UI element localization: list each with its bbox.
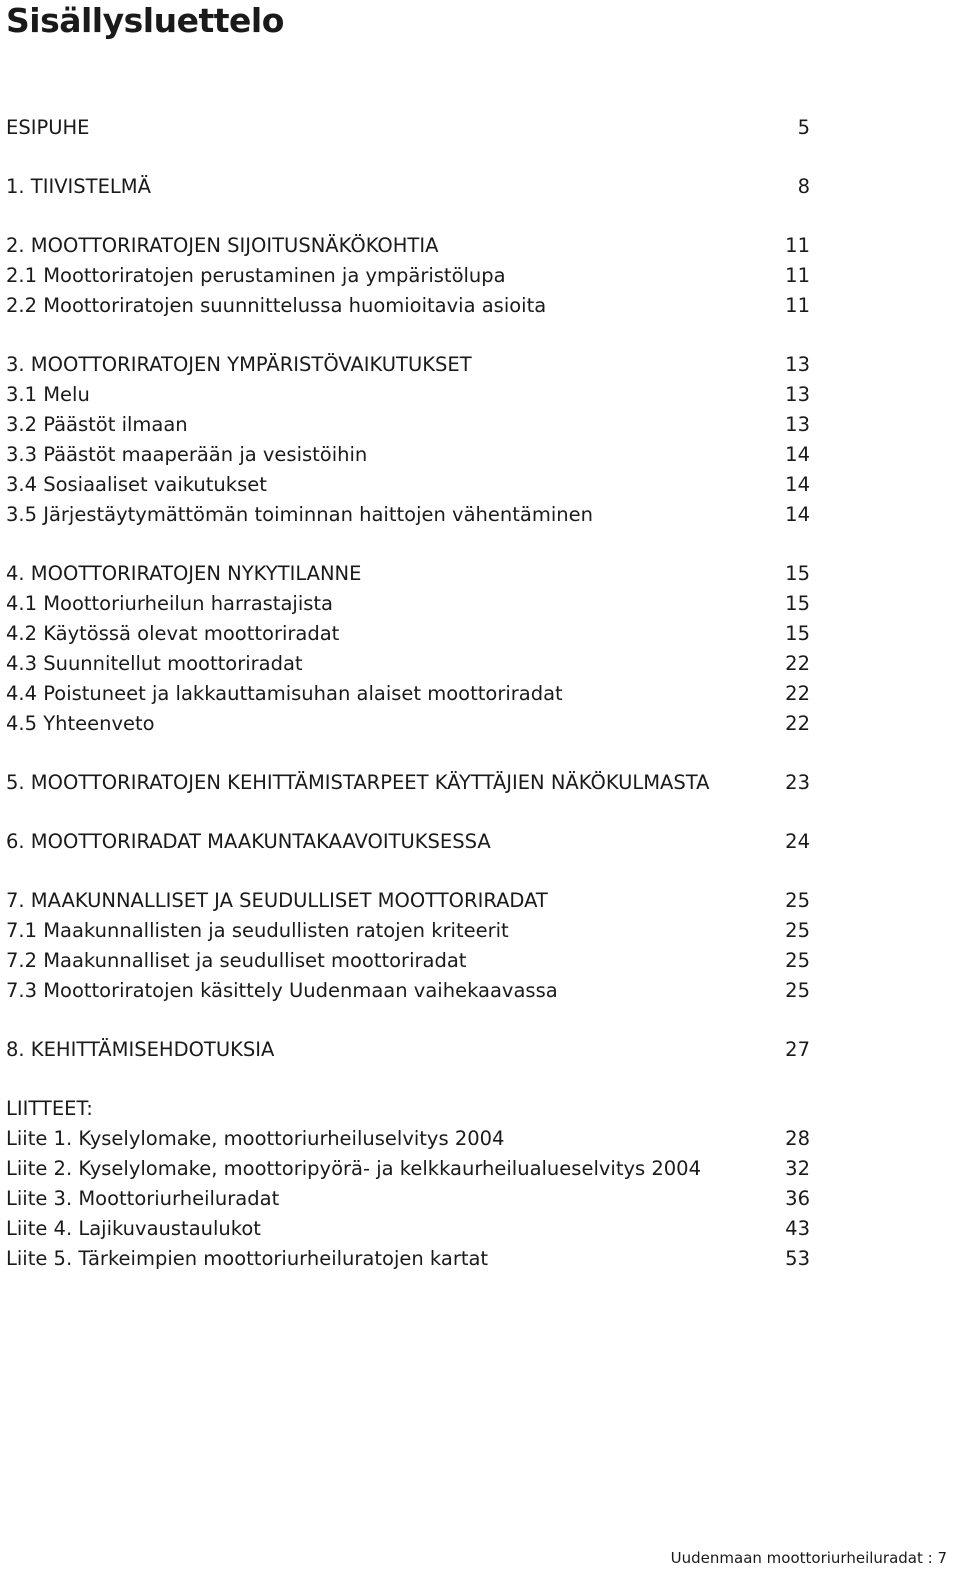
- toc-entry-page: 11: [785, 264, 810, 287]
- toc-entry-text: 3.4 Sosiaaliset vaikutukset: [6, 473, 267, 496]
- toc-entry-text: 7.3 Moottoriratojen käsittely Uudenmaan vaihekaavassa: [6, 979, 558, 1002]
- toc-entry-text: 2.1 Moottoriratojen perustaminen ja ympäristölupa: [6, 264, 506, 287]
- toc-entry-text: 4.1 Moottoriurheilun harrastajista: [6, 592, 333, 615]
- appendix-entry-text: Liite 4. Lajikuvaustaulukot: [6, 1217, 261, 1240]
- toc-entry[interactable]: [6, 1035, 810, 1065]
- appendix-entry[interactable]: [6, 1184, 810, 1214]
- appendix-entry[interactable]: [6, 1124, 810, 1154]
- appendix-entry-text: Liite 1. Kyselylomake, moottoriurheiluselvitys 2004: [6, 1127, 505, 1150]
- toc-entry[interactable]: [6, 470, 810, 500]
- toc-entry-text: 3.2 Päästöt ilmaan: [6, 413, 188, 436]
- toc-entry-text: 4.3 Suunnitellut moottoriradat: [6, 652, 303, 675]
- toc-entry[interactable]: [6, 291, 810, 321]
- toc-entry[interactable]: [6, 500, 810, 530]
- toc-entry-page: 14: [785, 503, 810, 526]
- toc-entry-text: 4.4 Poistuneet ja lakkauttamisuhan alaiset moottoriradat: [6, 682, 563, 705]
- appendix-entry-page: 32: [785, 1157, 810, 1180]
- page-footer: Uudenmaan moottoriurheiluradat : 7: [670, 1549, 947, 1567]
- page-title: Sisällysluettelo: [6, 1, 284, 40]
- toc-entry[interactable]: [6, 113, 810, 143]
- toc-entry[interactable]: [6, 261, 810, 291]
- toc-entry-page: 15: [785, 622, 810, 645]
- toc-entry[interactable]: [6, 709, 810, 739]
- toc-entry-text: 3.3 Päästöt maaperään ja vesistöihin: [6, 443, 368, 466]
- toc-entry-page: 13: [785, 353, 810, 376]
- toc-entry-text: 8. KEHITTÄMISEHDOTUKSIA: [6, 1038, 275, 1061]
- toc-entry-text: 1. TIIVISTELMÄ: [6, 175, 151, 198]
- toc-entry[interactable]: [6, 946, 810, 976]
- toc-entry-text: 5. MOOTTORIRATOJEN KEHITTÄMISTARPEET KÄYTTÄJIEN NÄKÖKULMASTA: [6, 771, 710, 794]
- appendix-entry-page: 43: [785, 1217, 810, 1240]
- toc-entry-page: 25: [785, 949, 810, 972]
- appendix-entry-page: 28: [785, 1127, 810, 1150]
- toc-entry[interactable]: [6, 916, 810, 946]
- toc-entry[interactable]: [6, 768, 810, 798]
- toc-entry-page: 23: [785, 771, 810, 794]
- toc-entry-page: 25: [785, 919, 810, 942]
- toc-entry-text: 4.5 Yhteenveto: [6, 712, 155, 735]
- appendix-entry[interactable]: [6, 1214, 810, 1244]
- appendix-entry-text: Liite 3. Moottoriurheiluradat: [6, 1187, 280, 1210]
- toc-entry[interactable]: [6, 350, 810, 380]
- appendix-entry[interactable]: [6, 1154, 810, 1184]
- toc-entry-page: 11: [785, 234, 810, 257]
- toc-entry-text: 7. MAAKUNNALLISET JA SEUDULLISET MOOTTORIRADAT: [6, 889, 548, 912]
- toc-entry[interactable]: [6, 976, 810, 1006]
- toc-entry-text: 7.1 Maakunnallisten ja seudullisten ratojen kriteerit: [6, 919, 509, 942]
- toc-entry-page: 8: [797, 175, 810, 198]
- toc-entry-text: ESIPUHE: [6, 116, 90, 139]
- toc-entry-text: 3. MOOTTORIRATOJEN YMPÄRISTÖVAIKUTUKSET: [6, 353, 472, 376]
- toc-entry-page: 11: [785, 294, 810, 317]
- toc-entry-page: 5: [797, 116, 810, 139]
- toc-entry[interactable]: [6, 231, 810, 261]
- appendix-entry-text: Liite 5. Tärkeimpien moottoriurheiluratojen kartat: [6, 1247, 489, 1270]
- toc-entry[interactable]: [6, 410, 810, 440]
- toc-entry-page: 13: [785, 413, 810, 436]
- toc-entry-page: 22: [785, 682, 810, 705]
- toc-entry-page: 14: [785, 443, 810, 466]
- toc-entry[interactable]: [6, 886, 810, 916]
- appendix-entry-text: Liite 2. Kyselylomake, moottoripyörä- ja kelkkaurheilualueselvitys 2004: [6, 1157, 701, 1180]
- toc-entry[interactable]: [6, 172, 810, 202]
- toc-entry-page: 22: [785, 712, 810, 735]
- toc-entry-page: 15: [785, 592, 810, 615]
- toc-entry-page: 24: [785, 830, 810, 853]
- toc-entry[interactable]: [6, 649, 810, 679]
- toc-entry-page: 14: [785, 473, 810, 496]
- toc-entry[interactable]: [6, 380, 810, 410]
- toc-entry[interactable]: [6, 619, 810, 649]
- toc-entry-text: 3.1 Melu: [6, 383, 90, 406]
- toc-entry[interactable]: [6, 679, 810, 709]
- toc-entry-text: 3.5 Järjestäytymättömän toiminnan haittojen vähentäminen: [6, 503, 593, 526]
- toc-entry[interactable]: [6, 827, 810, 857]
- toc-entry-page: 25: [785, 979, 810, 1002]
- toc-entry-page: 25: [785, 889, 810, 912]
- toc-entry[interactable]: [6, 589, 810, 619]
- toc-entry-page: 15: [785, 562, 810, 585]
- appendix-entry-page: 36: [785, 1187, 810, 1210]
- toc-entry-page: 27: [785, 1038, 810, 1061]
- toc-entry-text: 6. MOOTTORIRADAT MAAKUNTAKAAVOITUKSESSA: [6, 830, 491, 853]
- toc-entry-text: 4.2 Käytössä olevat moottoriradat: [6, 622, 340, 645]
- appendix-entry[interactable]: [6, 1244, 810, 1274]
- appendix-entry-page: 53: [785, 1247, 810, 1270]
- toc-entry-text: 4. MOOTTORIRATOJEN NYKYTILANNE: [6, 562, 362, 585]
- toc-entry-page: 13: [785, 383, 810, 406]
- toc-entry-text: 2. MOOTTORIRATOJEN SIJOITUSNÄKÖKOHTIA: [6, 234, 439, 257]
- toc-entry[interactable]: [6, 440, 810, 470]
- appendices-heading: LIITTEET:: [6, 1097, 93, 1120]
- toc-entry[interactable]: [6, 559, 810, 589]
- toc-entry-page: 22: [785, 652, 810, 675]
- toc-entry-text: 2.2 Moottoriratojen suunnittelussa huomioitavia asioita: [6, 294, 547, 317]
- toc-entry-text: 7.2 Maakunnalliset ja seudulliset moottoriradat: [6, 949, 467, 972]
